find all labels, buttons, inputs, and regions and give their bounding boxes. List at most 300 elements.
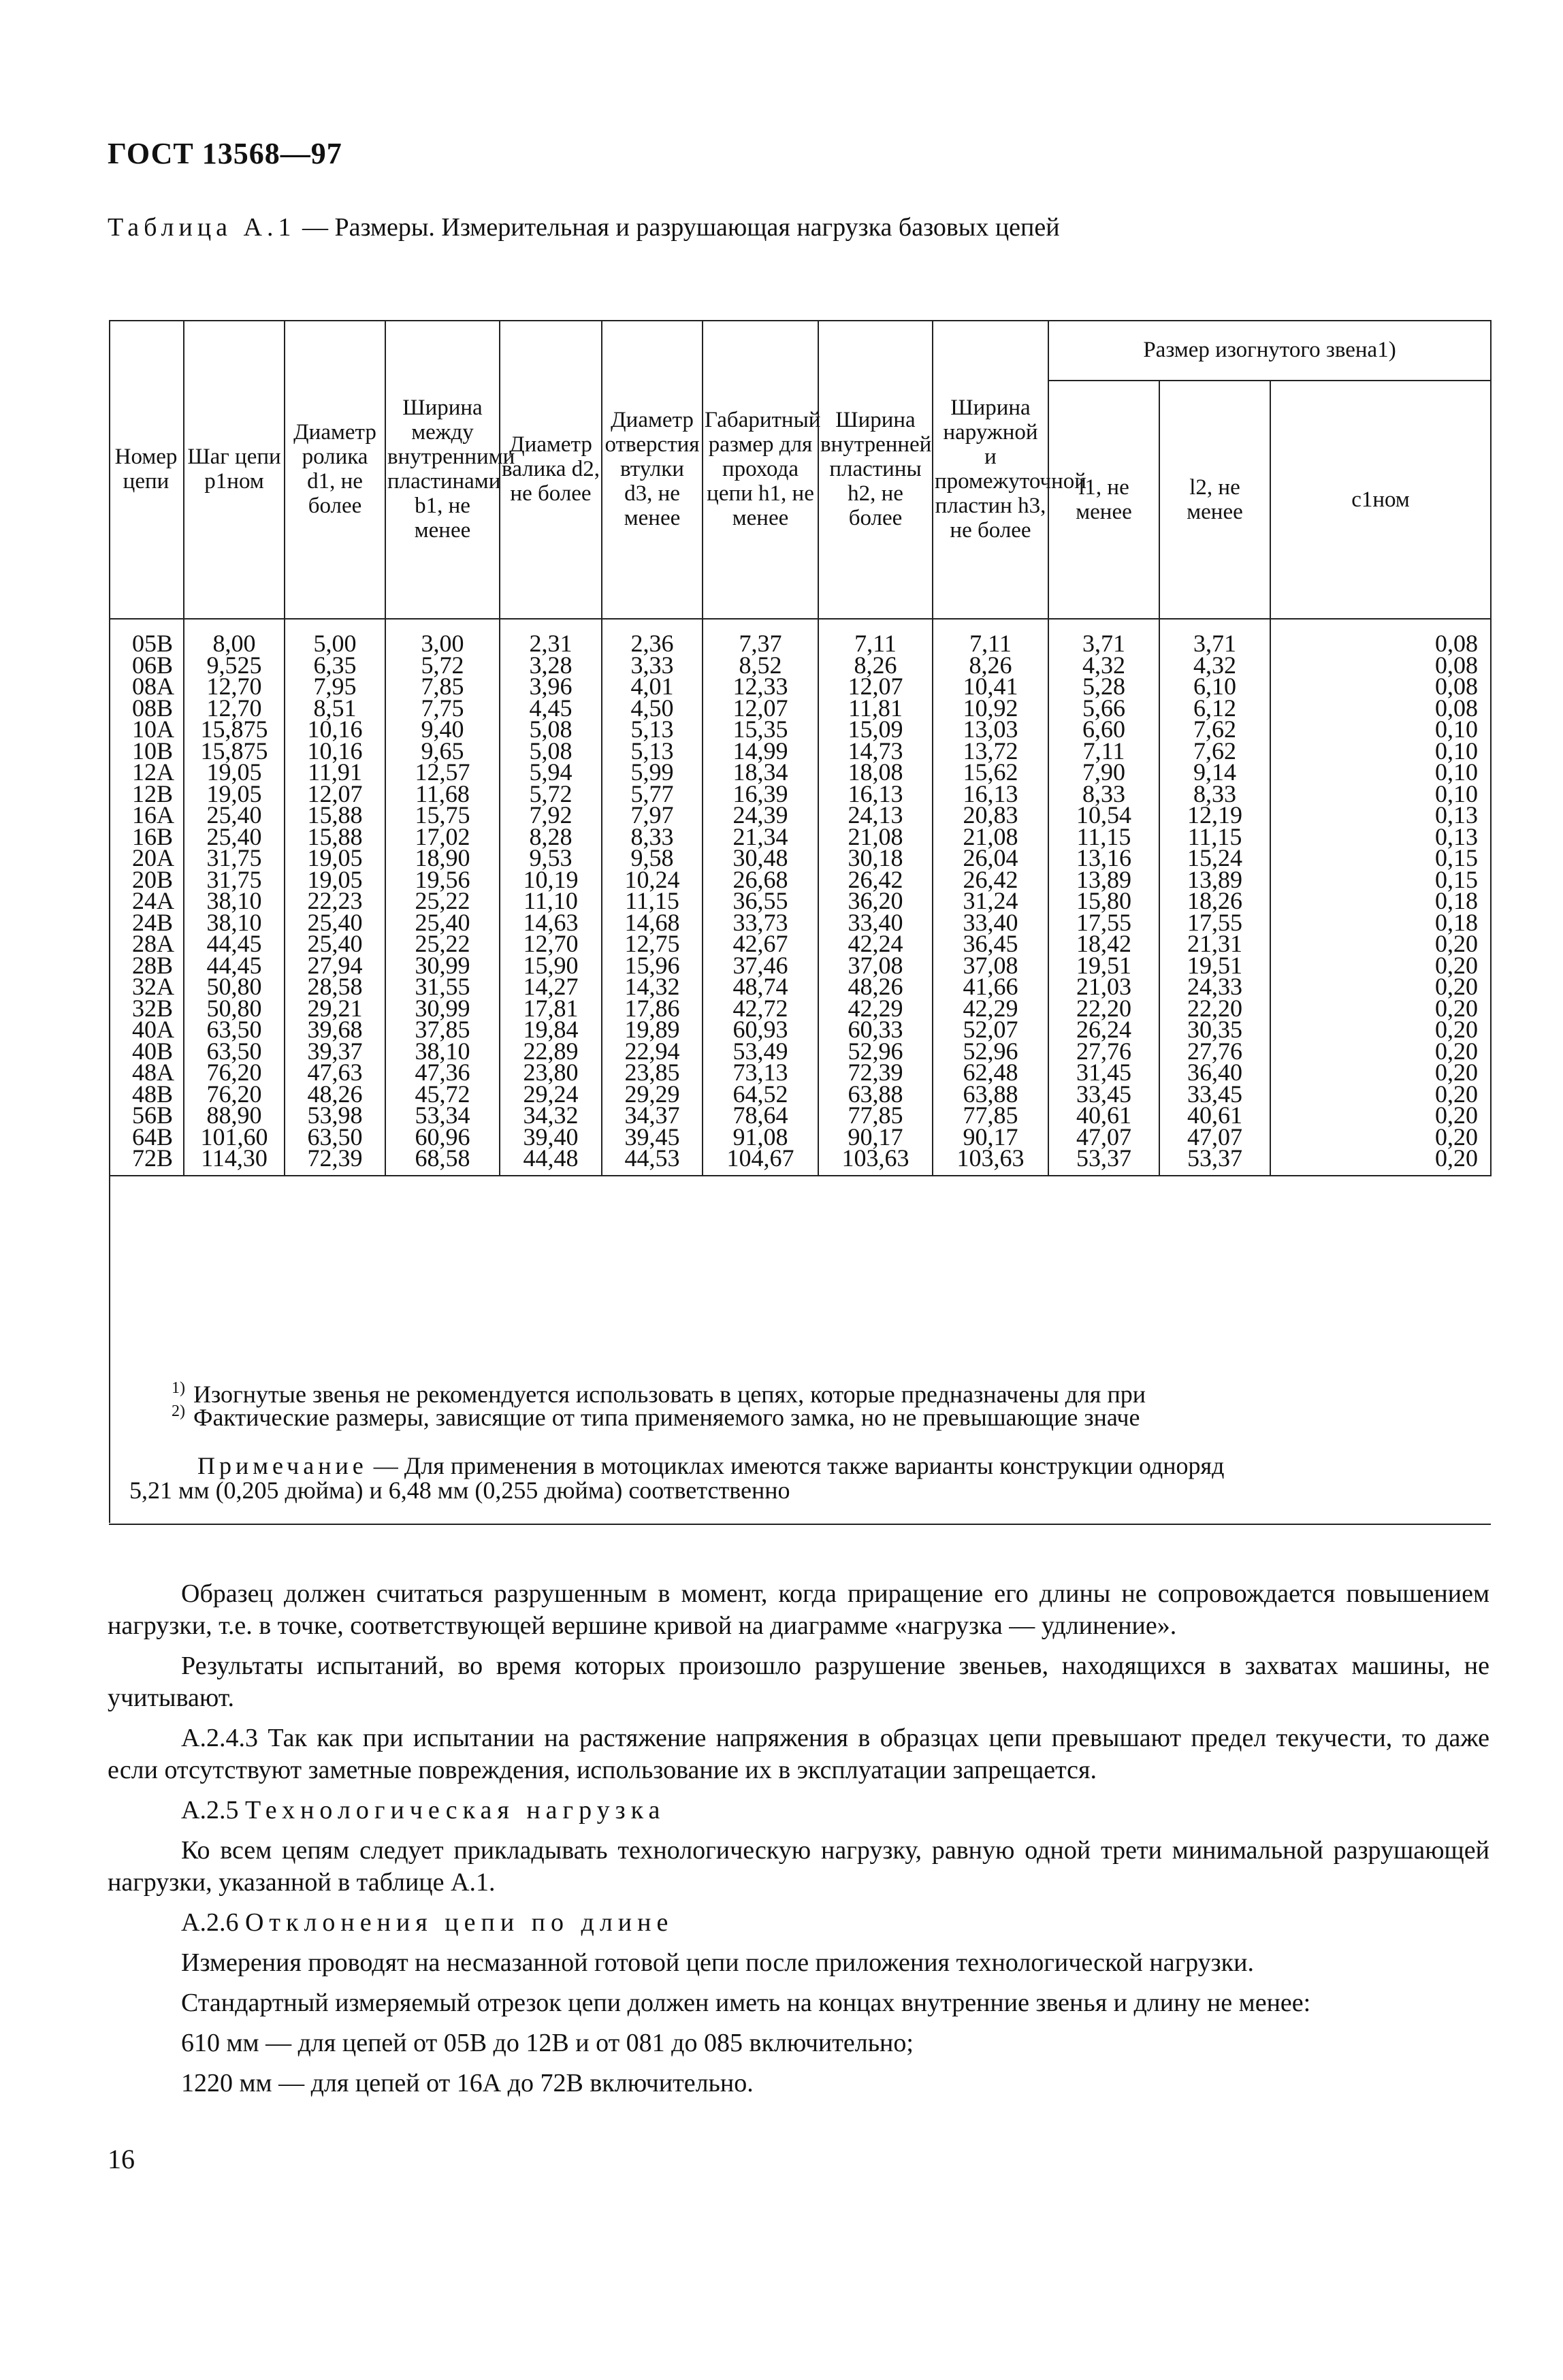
table-cell: 7,97 — [602, 805, 703, 826]
section-heading-2 — [108, 1907, 1489, 1939]
header-number: Номер цепи — [109, 320, 184, 619]
table-cell: 63,88 — [818, 1084, 933, 1106]
table-cell: 25,40 — [184, 805, 285, 826]
table-cell: 37,85 — [385, 1019, 500, 1041]
table-cell: 3,33 — [602, 655, 703, 677]
table-cell: 0,20 — [1270, 1127, 1491, 1148]
table-cell: 10,16 — [285, 741, 385, 762]
table-cell: 31,45 — [1048, 1062, 1159, 1084]
table-note-line-2: 5,21 мм (0,205 дюйма) и 6,48 мм (0,255 дюйма) соответственно — [129, 1477, 790, 1504]
table-cell: 3,00 — [385, 619, 500, 655]
table-cell: 10,24 — [602, 869, 703, 891]
table-cell: 64B — [109, 1127, 184, 1148]
section-heading-1 — [108, 1795, 1489, 1827]
header-bush-bore: Диаметр отверстия втулки d3, не менее — [602, 320, 703, 619]
table-cell: 17,81 — [500, 998, 602, 1020]
table-cell: 15,88 — [285, 826, 385, 848]
table-cell: 103,63 — [818, 1148, 933, 1176]
table-cell: 103,63 — [933, 1148, 1048, 1176]
table-cell: 12A — [109, 762, 184, 784]
table-cell: 0,08 — [1270, 698, 1491, 720]
table-cell: 9,58 — [602, 848, 703, 869]
table-cell: 38,10 — [385, 1041, 500, 1063]
header-c: c1ном — [1270, 381, 1491, 619]
table-cell: 24,39 — [703, 805, 818, 826]
table-cell: 10,41 — [933, 676, 1048, 698]
table-cell: 13,89 — [1048, 869, 1159, 891]
table-cell: 25,22 — [385, 890, 500, 912]
table-cell: 8,52 — [703, 655, 818, 677]
table-cell: 47,07 — [1159, 1127, 1270, 1148]
header-roller-diameter: Диаметр ролика d1, не более — [285, 320, 385, 619]
table-cell: 68,58 — [385, 1148, 500, 1176]
table-cell: 101,60 — [184, 1127, 285, 1148]
table-cell: 17,55 — [1159, 912, 1270, 934]
table-cell: 19,05 — [184, 784, 285, 805]
header-clearance: Габаритный размер для прохода цепи h1, не менее — [703, 320, 818, 619]
header-outer-plate: Ширина наружной и промежуточной пластин h3, не более — [933, 320, 1048, 619]
table-cell: 53,34 — [385, 1105, 500, 1127]
section-2-title: Отклонения цепи по длине — [244, 1908, 674, 1937]
table-cell: 15,35 — [703, 719, 818, 741]
table-cell: 6,10 — [1159, 676, 1270, 698]
table-cell: 10A — [109, 719, 184, 741]
table-cell: 31,75 — [184, 848, 285, 869]
header-l1: l1, не менее — [1048, 381, 1159, 619]
table-cell: 8,51 — [285, 698, 385, 720]
table-cell: 22,20 — [1048, 998, 1159, 1020]
table-cell: 36,40 — [1159, 1062, 1270, 1084]
table-cell: 23,85 — [602, 1062, 703, 1084]
table-cell: 11,68 — [385, 784, 500, 805]
table-cell: 36,55 — [703, 890, 818, 912]
table-cell: 12,33 — [703, 676, 818, 698]
table-cell: 19,84 — [500, 1019, 602, 1041]
table-cell: 15,875 — [184, 741, 285, 762]
table-cell: 39,40 — [500, 1127, 602, 1148]
table-cell: 11,15 — [1159, 826, 1270, 848]
table-cell: 114,30 — [184, 1148, 285, 1176]
table-cell: 30,99 — [385, 998, 500, 1020]
table-cell: 60,93 — [703, 1019, 818, 1041]
table-cell: 0,08 — [1270, 619, 1491, 655]
paragraph-8: 1220 мм — для цепей от 16А до 72В включительно. — [181, 2069, 754, 2097]
table-cell: 91,08 — [703, 1127, 818, 1148]
table-row — [109, 1148, 1491, 1176]
table-cell: 12B — [109, 784, 184, 805]
table-cell: 12,75 — [602, 933, 703, 955]
table-cell: 05B — [109, 619, 184, 655]
table-cell: 37,46 — [703, 955, 818, 977]
footnote-2-mark: 2) — [172, 1402, 185, 1420]
table-cell: 5,28 — [1048, 676, 1159, 698]
header-cranked-link: Размер изогнутого звена1) — [1048, 320, 1491, 381]
table-cell: 52,96 — [933, 1041, 1048, 1063]
table-cell: 15,875 — [184, 719, 285, 741]
table-cell: 19,51 — [1048, 955, 1159, 977]
table-cell: 26,68 — [703, 869, 818, 891]
table-cell: 29,24 — [500, 1084, 602, 1106]
table-cell: 33,73 — [703, 912, 818, 934]
table-cell: 39,68 — [285, 1019, 385, 1041]
table-cell: 0,10 — [1270, 741, 1491, 762]
table-cell: 5,13 — [602, 741, 703, 762]
table-cell: 7,62 — [1159, 741, 1270, 762]
table-cell: 72,39 — [818, 1062, 933, 1084]
table-cell: 36,45 — [933, 933, 1048, 955]
table-cell: 32A — [109, 976, 184, 998]
table-cell: 19,05 — [285, 848, 385, 869]
table-cell: 3,96 — [500, 676, 602, 698]
table-cell: 42,72 — [703, 998, 818, 1020]
table-cell: 53,98 — [285, 1105, 385, 1127]
table-cell: 12,70 — [500, 933, 602, 955]
table-cell: 0,20 — [1270, 955, 1491, 977]
table-cell: 15,80 — [1048, 890, 1159, 912]
table-cell: 48,74 — [703, 976, 818, 998]
table-cell: 26,42 — [818, 869, 933, 891]
table-cell: 15,90 — [500, 955, 602, 977]
table-cell: 8,33 — [1159, 784, 1270, 805]
table-cell: 24A — [109, 890, 184, 912]
table-cell: 15,62 — [933, 762, 1048, 784]
table-cell: 5,72 — [385, 655, 500, 677]
table-cell: 0,10 — [1270, 784, 1491, 805]
table-cell: 37,08 — [933, 955, 1048, 977]
table-cell: 21,08 — [818, 826, 933, 848]
table-cell: 29,21 — [285, 998, 385, 1020]
section-2-number: А.2.6 — [181, 1908, 245, 1937]
table-cell: 6,12 — [1159, 698, 1270, 720]
table-cell: 48,26 — [285, 1084, 385, 1106]
table-cell: 4,01 — [602, 676, 703, 698]
table-cell: 30,18 — [818, 848, 933, 869]
table-cell: 0,20 — [1270, 1041, 1491, 1063]
table-cell: 56B — [109, 1105, 184, 1127]
table-cell: 7,37 — [703, 619, 818, 655]
table-cell: 24,13 — [818, 805, 933, 826]
table-cell: 72,39 — [285, 1148, 385, 1176]
table-cell: 60,33 — [818, 1019, 933, 1041]
table-cell: 40A — [109, 1019, 184, 1041]
paragraph-5: Измерения проводят на несмазанной готовой цепи после приложения технологической нагрузки. — [181, 1948, 1254, 1977]
table-cell: 5,77 — [602, 784, 703, 805]
table-caption — [108, 212, 1060, 242]
table-cell: 47,63 — [285, 1062, 385, 1084]
table-cell: 15,09 — [818, 719, 933, 741]
table-cell: 77,85 — [933, 1105, 1048, 1127]
table-cell: 2,36 — [602, 619, 703, 655]
table-cell: 38,10 — [184, 890, 285, 912]
footnote-2 — [172, 1402, 1140, 1432]
table-cell: 88,90 — [184, 1105, 285, 1127]
table-cell: 5,66 — [1048, 698, 1159, 720]
table-cell: 53,37 — [1159, 1148, 1270, 1176]
table-cell: 4,32 — [1048, 655, 1159, 677]
table-cell: 0,20 — [1270, 1084, 1491, 1106]
header-inner-plate: Ширина внутренней пластины h2, не более — [818, 320, 933, 619]
table-cell: 10,92 — [933, 698, 1048, 720]
table-cell: 25,40 — [285, 912, 385, 934]
table-cell: 14,73 — [818, 741, 933, 762]
table-cell: 6,60 — [1048, 719, 1159, 741]
table-cell: 42,29 — [818, 998, 933, 1020]
table-cell: 41,66 — [933, 976, 1048, 998]
table-cell: 25,40 — [285, 933, 385, 955]
table-cell: 29,29 — [602, 1084, 703, 1106]
table-cell: 7,11 — [1048, 741, 1159, 762]
table-cell: 64,52 — [703, 1084, 818, 1106]
table-cell: 72B — [109, 1148, 184, 1176]
table-cell: 5,08 — [500, 741, 602, 762]
table-cell: 48A — [109, 1062, 184, 1084]
table-cell: 0,20 — [1270, 976, 1491, 998]
table-cell: 14,32 — [602, 976, 703, 998]
table-cell: 19,05 — [285, 869, 385, 891]
table-cell: 31,55 — [385, 976, 500, 998]
table-cell: 104,67 — [703, 1148, 818, 1176]
table-cell: 22,94 — [602, 1041, 703, 1063]
table-cell: 15,75 — [385, 805, 500, 826]
table-cell: 6,35 — [285, 655, 385, 677]
table-cell: 38,10 — [184, 912, 285, 934]
table-cell: 60,96 — [385, 1127, 500, 1148]
table-cell: 12,70 — [184, 676, 285, 698]
table-cell: 28A — [109, 933, 184, 955]
note-label: Примечание — [197, 1452, 368, 1479]
table-cell: 12,57 — [385, 762, 500, 784]
table-cell: 48B — [109, 1084, 184, 1106]
table-cell: 13,16 — [1048, 848, 1159, 869]
table-cell: 20A — [109, 848, 184, 869]
table-cell: 25,40 — [184, 826, 285, 848]
table-cell: 10,16 — [285, 719, 385, 741]
table-cell: 45,72 — [385, 1084, 500, 1106]
table-cell: 24B — [109, 912, 184, 934]
page-number: 16 — [108, 2144, 135, 2174]
table-cell: 30,99 — [385, 955, 500, 977]
table-cell: 63,50 — [184, 1041, 285, 1063]
table-cell: 73,13 — [703, 1062, 818, 1084]
footnote-2-text: Фактические размеры, зависящие от типа применяемого замка, но не превышающие значе — [193, 1404, 1140, 1431]
table-cell: 0,20 — [1270, 1105, 1491, 1127]
table-cell: 8,26 — [933, 655, 1048, 677]
table-cell: 27,76 — [1159, 1041, 1270, 1063]
table-cell: 11,10 — [500, 890, 602, 912]
table-cell: 15,96 — [602, 955, 703, 977]
table-cell: 63,50 — [285, 1127, 385, 1148]
table-cell: 7,75 — [385, 698, 500, 720]
table-cell: 11,91 — [285, 762, 385, 784]
table-cell: 52,07 — [933, 1019, 1048, 1041]
table-cell: 14,99 — [703, 741, 818, 762]
paragraph-3: А.2.4.3 Так как при испытании на растяжение напряжения в образцах цепи превышают предел текучести, то даже если отсутствуют заметные повреждения, использование их в эксплуатации запрещается. — [108, 1724, 1489, 1784]
table-cell: 5,00 — [285, 619, 385, 655]
table-cell: 50,80 — [184, 976, 285, 998]
table-cell: 5,72 — [500, 784, 602, 805]
table-cell: 34,32 — [500, 1105, 602, 1127]
table-cell: 47,36 — [385, 1062, 500, 1084]
table-cell: 16A — [109, 805, 184, 826]
table-cell: 7,92 — [500, 805, 602, 826]
table-cell: 34,37 — [602, 1105, 703, 1127]
table-caption-text: — Размеры. Измерительная и разрушающая нагрузка базовых цепей — [295, 213, 1060, 242]
table-cell: 28B — [109, 955, 184, 977]
table-cell: 11,81 — [818, 698, 933, 720]
table-cell: 11,15 — [1048, 826, 1159, 848]
table-cell: 0,15 — [1270, 869, 1491, 891]
table-cell: 42,67 — [703, 933, 818, 955]
header-pitch: Шаг цепи p1ном — [184, 320, 285, 619]
table-cell: 0,10 — [1270, 762, 1491, 784]
table-cell: 23,80 — [500, 1062, 602, 1084]
table-cell: 33,40 — [818, 912, 933, 934]
table-cell: 26,42 — [933, 869, 1048, 891]
table-cell: 8,26 — [818, 655, 933, 677]
table-cell: 3,71 — [1159, 619, 1270, 655]
table-cell: 0,13 — [1270, 826, 1491, 848]
header-inner-width: Ширина между внутренними пластинами b1, не менее — [385, 320, 500, 619]
table-cell: 18,26 — [1159, 890, 1270, 912]
table-cell: 9,65 — [385, 741, 500, 762]
table-cell: 10,54 — [1048, 805, 1159, 826]
table-cell: 63,50 — [184, 1019, 285, 1041]
table-cell: 24,33 — [1159, 976, 1270, 998]
table-cell: 53,49 — [703, 1041, 818, 1063]
header-pin-diameter: Диаметр валика d2, не более — [500, 320, 602, 619]
table-cell: 30,35 — [1159, 1019, 1270, 1041]
paragraph-4: Ко всем цепям следует прикладывать технологическую нагрузку, равную одной трети минимальной разрушающей нагрузки, указанной в таблице А.1. — [108, 1836, 1489, 1897]
table-cell: 16,13 — [933, 784, 1048, 805]
table-cell: 0,20 — [1270, 933, 1491, 955]
table-cell: 17,02 — [385, 826, 500, 848]
table-cell: 12,07 — [703, 698, 818, 720]
table-cell: 37,08 — [818, 955, 933, 977]
table-cell: 31,24 — [933, 890, 1048, 912]
footnote-1-mark: 1) — [172, 1379, 185, 1397]
table-cell: 22,89 — [500, 1041, 602, 1063]
table-cell: 9,14 — [1159, 762, 1270, 784]
table-cell: 44,45 — [184, 955, 285, 977]
table-cell: 9,525 — [184, 655, 285, 677]
table-cell: 42,29 — [933, 998, 1048, 1020]
table-cell: 12,07 — [285, 784, 385, 805]
table-cell: 40B — [109, 1041, 184, 1063]
table-cell: 4,32 — [1159, 655, 1270, 677]
table-cell: 39,37 — [285, 1041, 385, 1063]
table-cell: 44,48 — [500, 1148, 602, 1176]
table-cell: 5,99 — [602, 762, 703, 784]
table-cell: 15,88 — [285, 805, 385, 826]
table-cell: 22,20 — [1159, 998, 1270, 1020]
table-cell: 36,20 — [818, 890, 933, 912]
table-cell: 39,45 — [602, 1127, 703, 1148]
table-cell: 08A — [109, 676, 184, 698]
table-cell: 0,08 — [1270, 655, 1491, 677]
table-cell: 62,48 — [933, 1062, 1048, 1084]
table-cell: 47,07 — [1048, 1127, 1159, 1148]
body-text — [108, 1578, 1489, 2108]
note-text: — Для применения в мотоциклах имеются также варианты конструкции однoряд — [367, 1452, 1225, 1479]
table-cell: 9,53 — [500, 848, 602, 869]
table-cell: 0,20 — [1270, 1148, 1491, 1176]
table-cell: 44,45 — [184, 933, 285, 955]
table-cell: 14,27 — [500, 976, 602, 998]
document-header: ГОСТ 13568—97 — [108, 137, 342, 170]
table-cell: 0,15 — [1270, 848, 1491, 869]
table-cell: 33,40 — [933, 912, 1048, 934]
table-cell: 18,34 — [703, 762, 818, 784]
table-cell: 7,95 — [285, 676, 385, 698]
table-cell: 0,13 — [1270, 805, 1491, 826]
table-cell: 16,13 — [818, 784, 933, 805]
table-caption-prefix: Таблица А.1 — [108, 213, 296, 242]
table-cell: 22,23 — [285, 890, 385, 912]
table-cell: 0,18 — [1270, 912, 1491, 934]
table-cell: 14,68 — [602, 912, 703, 934]
table-cell: 16B — [109, 826, 184, 848]
table-cell: 33,45 — [1048, 1084, 1159, 1106]
table-cell: 19,89 — [602, 1019, 703, 1041]
table-cell: 63,88 — [933, 1084, 1048, 1106]
table-cell: 20B — [109, 869, 184, 891]
table-cell: 12,19 — [1159, 805, 1270, 826]
table-cell: 4,45 — [500, 698, 602, 720]
table-cell: 33,45 — [1159, 1084, 1270, 1106]
table-cell: 7,85 — [385, 676, 500, 698]
table-cell: 25,22 — [385, 933, 500, 955]
table-cell: 40,61 — [1048, 1105, 1159, 1127]
paragraph-7: 610 мм — для цепей от 05В до 12В и от 081 до 085 включительно; — [181, 2029, 914, 2057]
paragraph-6: Стандартный измеряемый отрезок цепи должен иметь на концах внутренние звенья и длину не менее: — [181, 1989, 1311, 2017]
table-cell: 7,11 — [818, 619, 933, 655]
table-cell: 30,48 — [703, 848, 818, 869]
paragraph-2: Результаты испытаний, во время которых произошло разрушение звеньев, находящихся в захватах машины, не учитывают. — [108, 1652, 1489, 1712]
table-cell: 90,17 — [818, 1127, 933, 1148]
table-cell: 0,18 — [1270, 890, 1491, 912]
table-cell: 8,33 — [1048, 784, 1159, 805]
footnotes — [109, 1340, 1491, 1525]
table-cell: 0,08 — [1270, 676, 1491, 698]
table-cell: 18,90 — [385, 848, 500, 869]
table-cell: 5,13 — [602, 719, 703, 741]
table-cell: 48,26 — [818, 976, 933, 998]
table-cell: 13,89 — [1159, 869, 1270, 891]
table-cell: 10B — [109, 741, 184, 762]
table-cell: 0,20 — [1270, 1019, 1491, 1041]
dimensions-table — [109, 320, 1492, 1176]
table-cell: 8,00 — [184, 619, 285, 655]
table-cell: 10,19 — [500, 869, 602, 891]
table-cell: 25,40 — [385, 912, 500, 934]
table-cell: 31,75 — [184, 869, 285, 891]
table-cell: 19,51 — [1159, 955, 1270, 977]
table-cell: 40,61 — [1159, 1105, 1270, 1127]
table-cell: 14,63 — [500, 912, 602, 934]
table-cell: 50,80 — [184, 998, 285, 1020]
table-cell: 21,08 — [933, 826, 1048, 848]
section-1-number: А.2.5 — [181, 1796, 245, 1824]
table-cell: 8,28 — [500, 826, 602, 848]
header-l2: l2, не менее — [1159, 381, 1270, 619]
table-cell: 5,08 — [500, 719, 602, 741]
table-cell: 26,24 — [1048, 1019, 1159, 1041]
table-cell: 4,50 — [602, 698, 703, 720]
table-cell: 17,86 — [602, 998, 703, 1020]
table-cell: 7,11 — [933, 619, 1048, 655]
paragraph-1: Образец должен считаться разрушенным в момент, когда приращение его длины не сопровождается повышением нагрузки, т.е. в точке, соответствующей вершине кривой на диаграмме «нагрузка — удлинение». — [108, 1579, 1489, 1640]
table-cell: 18,08 — [818, 762, 933, 784]
